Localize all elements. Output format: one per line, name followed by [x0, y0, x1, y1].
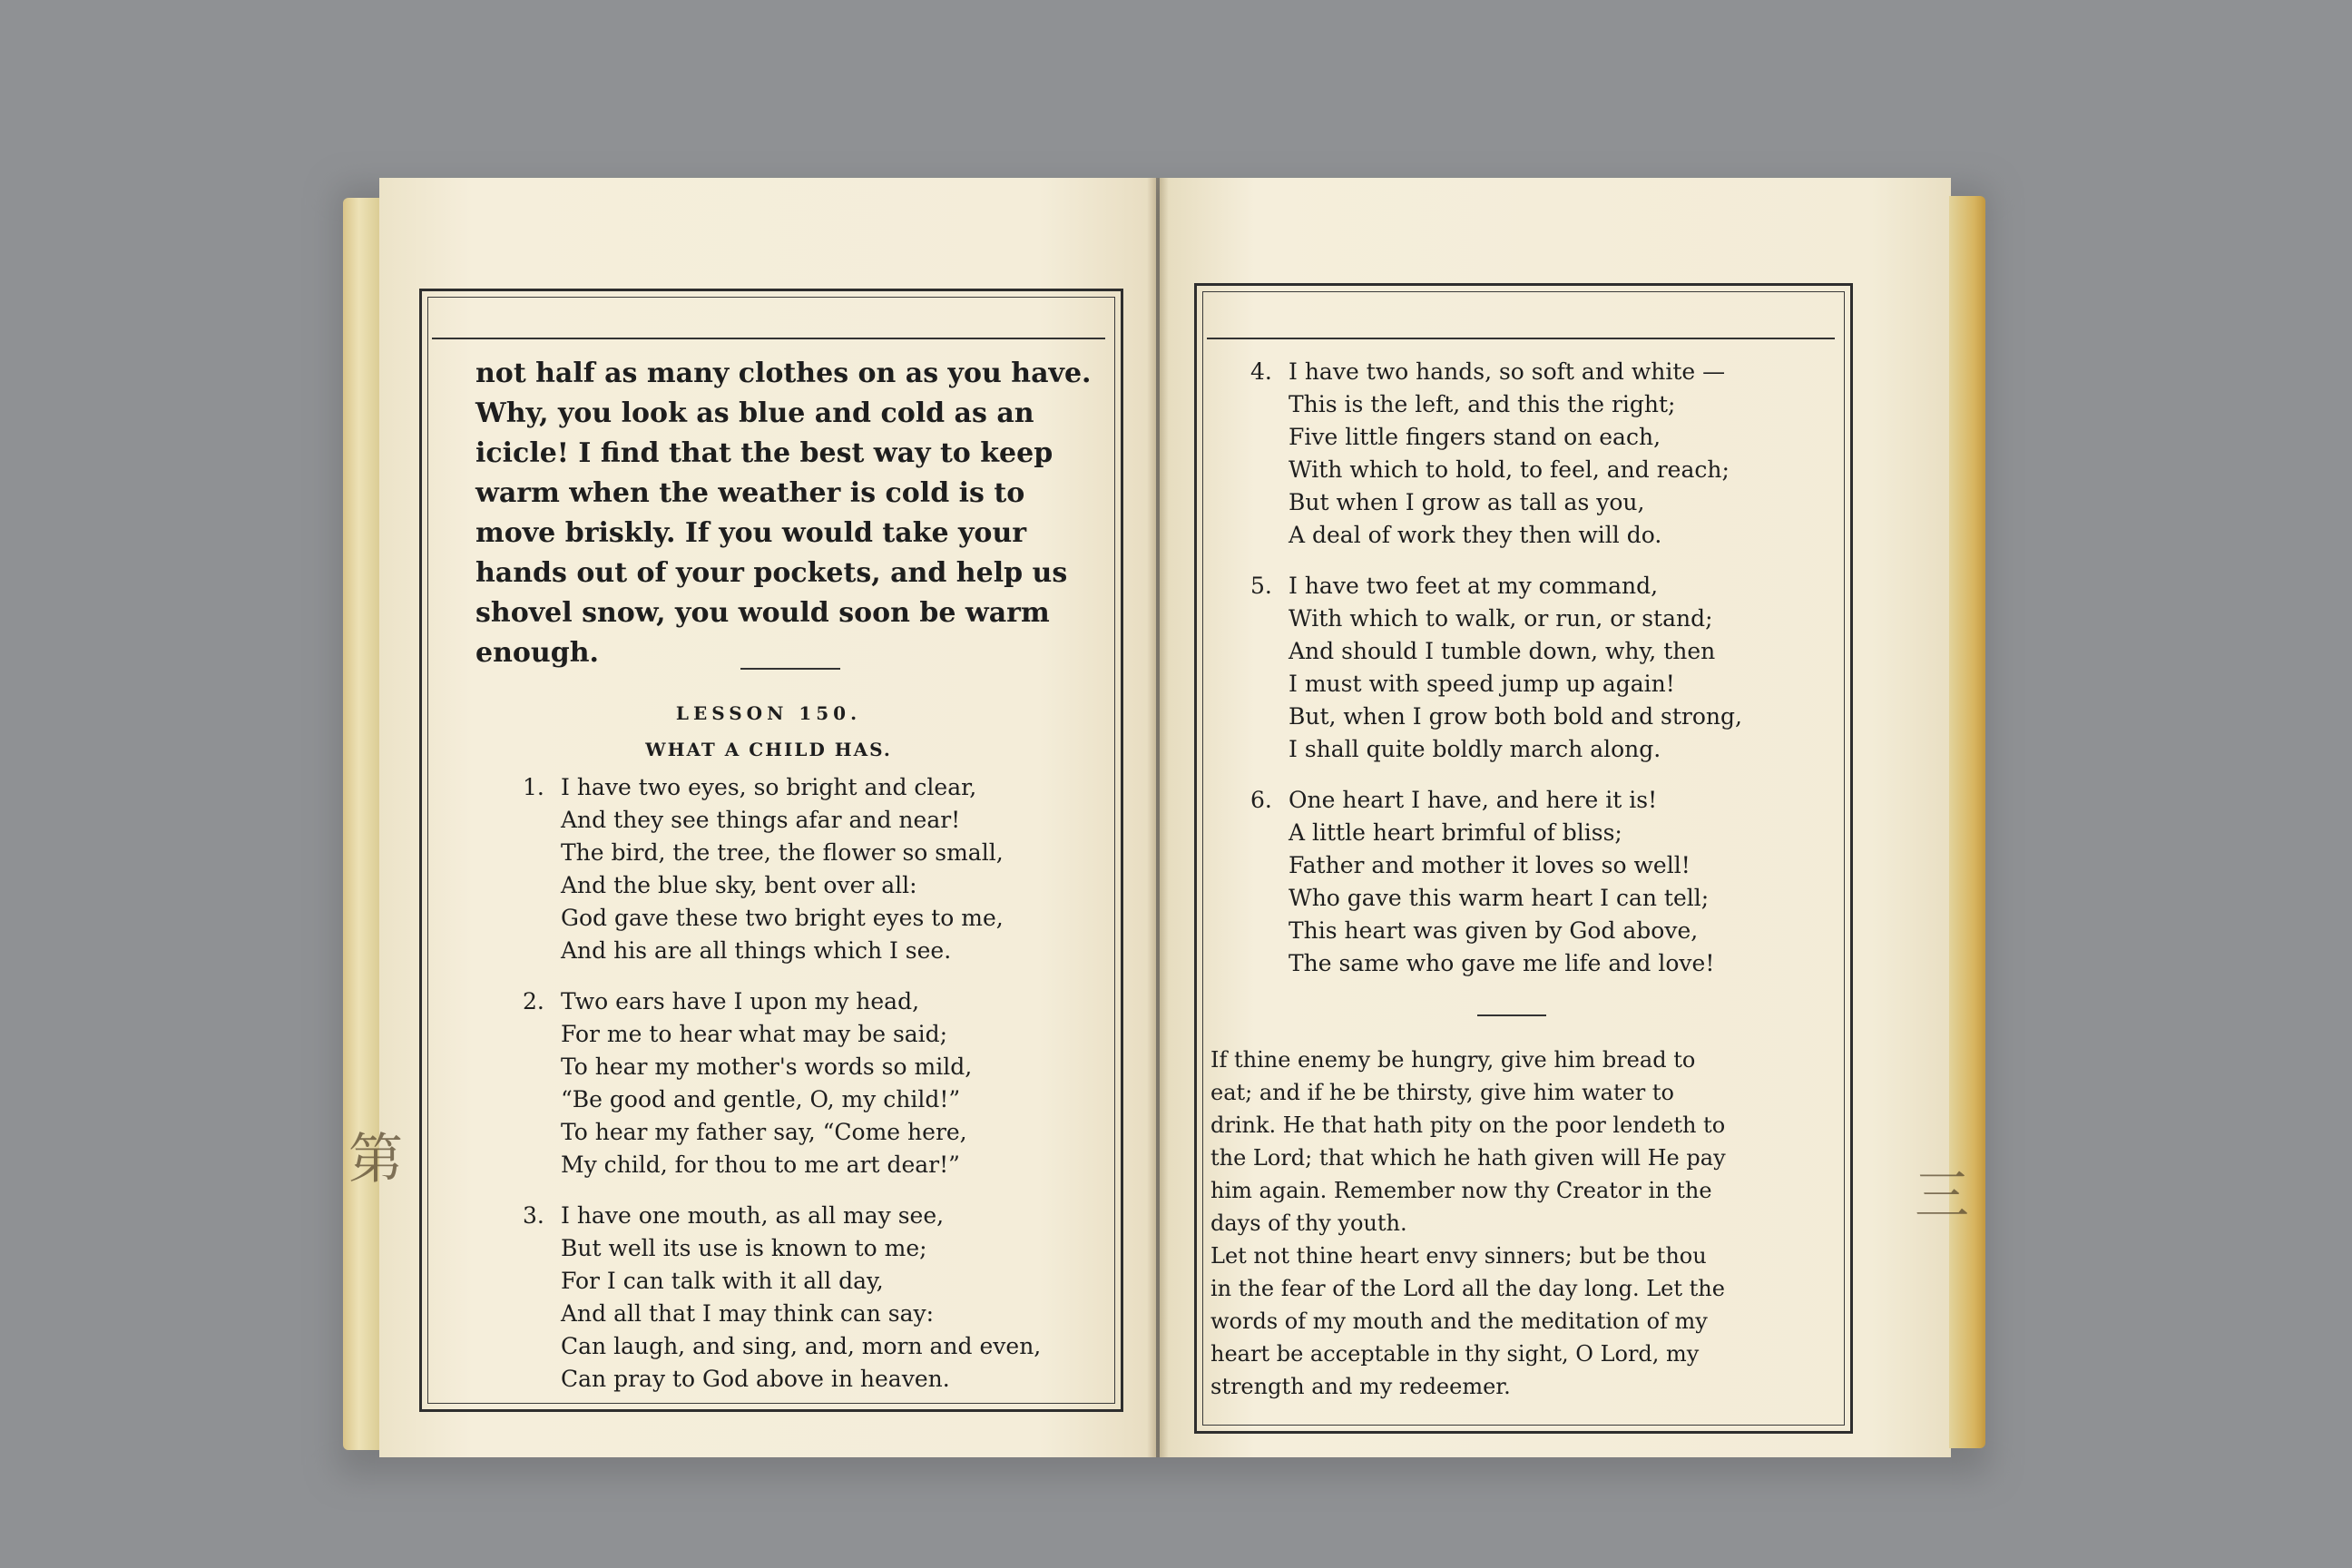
prose-line: the Lord; that which he hath given will He pay	[1210, 1145, 1726, 1171]
prose-line: Why, you look as blue and cold as an	[475, 397, 1034, 429]
book-gutter	[1147, 178, 1169, 1457]
verse-line: This is the left, and this the right;	[1289, 391, 1676, 417]
verse-line: But when I grow as tall as you,	[1289, 489, 1645, 515]
verse-line: This heart was given by God above,	[1289, 917, 1699, 944]
prose-line: not half as many clothes on as you have.	[475, 358, 1092, 389]
verse-stanza	[1250, 356, 1831, 552]
verse-stanza	[523, 771, 1103, 967]
verse-line: Father and mother it loves so well!	[1289, 852, 1690, 878]
stanza-number: 3.	[523, 1202, 544, 1229]
left-page-edges	[343, 198, 383, 1450]
verse-line: “Be good and gentle, O, my child!”	[561, 1086, 961, 1112]
verse-line: My child, for thou to me art dear!”	[561, 1152, 960, 1178]
verse-line: Can laugh, and sing, and, morn and even,	[561, 1333, 1042, 1359]
verse-stanza	[1250, 570, 1831, 766]
prose-line: drink. He that hath pity on the poor lendeth to	[1210, 1112, 1726, 1138]
verse-line: To hear my father say, “Come here,	[561, 1119, 967, 1145]
verse-line: And the blue sky, bent over all:	[561, 872, 917, 898]
verse-line: And they see things afar and near!	[561, 807, 961, 833]
left-verses	[523, 771, 1103, 1414]
verse-line: But well its use is known to me;	[561, 1235, 927, 1261]
stanza-number: 2.	[523, 988, 544, 1014]
lesson-title: WHAT A CHILD HAS.	[645, 739, 892, 760]
verse-line: For me to hear what may be said;	[561, 1021, 948, 1047]
stanza-number: 1.	[523, 774, 544, 800]
verse-line: I must with speed jump up again!	[1289, 671, 1675, 697]
right-page-edges	[1949, 196, 1985, 1448]
prose-line: heart be acceptable in thy sight, O Lord, my	[1210, 1341, 1700, 1367]
verse-line: And should I tumble down, why, then	[1289, 638, 1716, 664]
stanza-number: 5.	[1250, 573, 1272, 599]
left-margin-mark: 第	[348, 1128, 403, 1191]
verse-line: And all that I may think can say:	[561, 1300, 935, 1327]
prose-line: him again. Remember now thy Creator in the	[1210, 1178, 1712, 1203]
right-top-rule	[1207, 338, 1835, 339]
right-divider	[1477, 1014, 1546, 1016]
section-divider	[740, 668, 840, 670]
verse-line: For I can talk with it all day,	[561, 1268, 884, 1294]
verse-line: Can pray to God above in heaven.	[561, 1366, 950, 1392]
lesson-number: LESSON 150.	[675, 702, 862, 724]
verse-line: And his are all things which I see.	[561, 937, 952, 964]
verse-line: I shall quite boldly march along.	[1289, 736, 1661, 762]
verse-line: The bird, the tree, the flower so small,	[561, 839, 1004, 866]
prose-line: strength and my redeemer.	[1210, 1374, 1511, 1399]
right-margin-mark: 三	[1915, 1164, 1969, 1228]
prose-line: warm when the weather is cold is to	[475, 477, 1025, 509]
prose-line: in the fear of the Lord all the day long. Let the	[1210, 1276, 1725, 1301]
verse-line: A deal of work they then will do.	[1289, 522, 1662, 548]
verse-line: Two ears have I upon my head,	[561, 988, 920, 1014]
prose-line: icicle! I find that the best way to keep	[475, 437, 1054, 469]
verse-line: To hear my mother's words so mild,	[561, 1054, 973, 1080]
verse-line: Five little fingers stand on each,	[1289, 424, 1661, 450]
verse-stanza	[523, 985, 1103, 1181]
verse-line: With which to hold, to feel, and reach;	[1289, 456, 1730, 483]
verse-line: God gave these two bright eyes to me,	[561, 905, 1004, 931]
verse-line: I have two hands, so soft and white —	[1289, 358, 1726, 385]
verse-line: With which to walk, or run, or stand;	[1289, 605, 1713, 632]
left-prose-paragraph	[475, 354, 1100, 673]
verse-line: Who gave this warm heart I can tell;	[1289, 885, 1710, 911]
prose-line: eat; and if he be thirsty, give him water to	[1210, 1080, 1674, 1105]
prose-line: enough.	[475, 637, 599, 669]
stanza-number: 4.	[1250, 358, 1272, 385]
right-prose-paragraph	[1210, 1044, 1837, 1403]
verse-line: I have one mouth, as all may see,	[561, 1202, 945, 1229]
prose-line: Let not thine heart envy sinners; but be thou	[1210, 1243, 1707, 1269]
verse-stanza	[1250, 784, 1831, 980]
right-verses	[1250, 356, 1831, 998]
verse-line: A little heart brimful of bliss;	[1289, 819, 1622, 846]
stanza-number: 6.	[1250, 787, 1272, 813]
prose-line: words of my mouth and the meditation of my	[1210, 1308, 1708, 1334]
prose-line: If thine enemy be hungry, give him bread to	[1210, 1047, 1696, 1073]
left-top-rule	[432, 338, 1105, 339]
verse-line: The same who gave me life and love!	[1289, 950, 1715, 976]
verse-line: One heart I have, and here it is!	[1289, 787, 1658, 813]
prose-line: shovel snow, you would soon be warm	[475, 597, 1050, 629]
prose-line: move briskly. If you would take your	[475, 517, 1027, 549]
verse-stanza	[523, 1200, 1103, 1396]
verse-line: I have two eyes, so bright and clear,	[561, 774, 977, 800]
verse-line: But, when I grow both bold and strong,	[1289, 703, 1742, 730]
prose-line: hands out of your pockets, and help us	[475, 557, 1068, 589]
prose-line: days of thy youth.	[1210, 1210, 1407, 1236]
verse-line: I have two feet at my command,	[1289, 573, 1659, 599]
